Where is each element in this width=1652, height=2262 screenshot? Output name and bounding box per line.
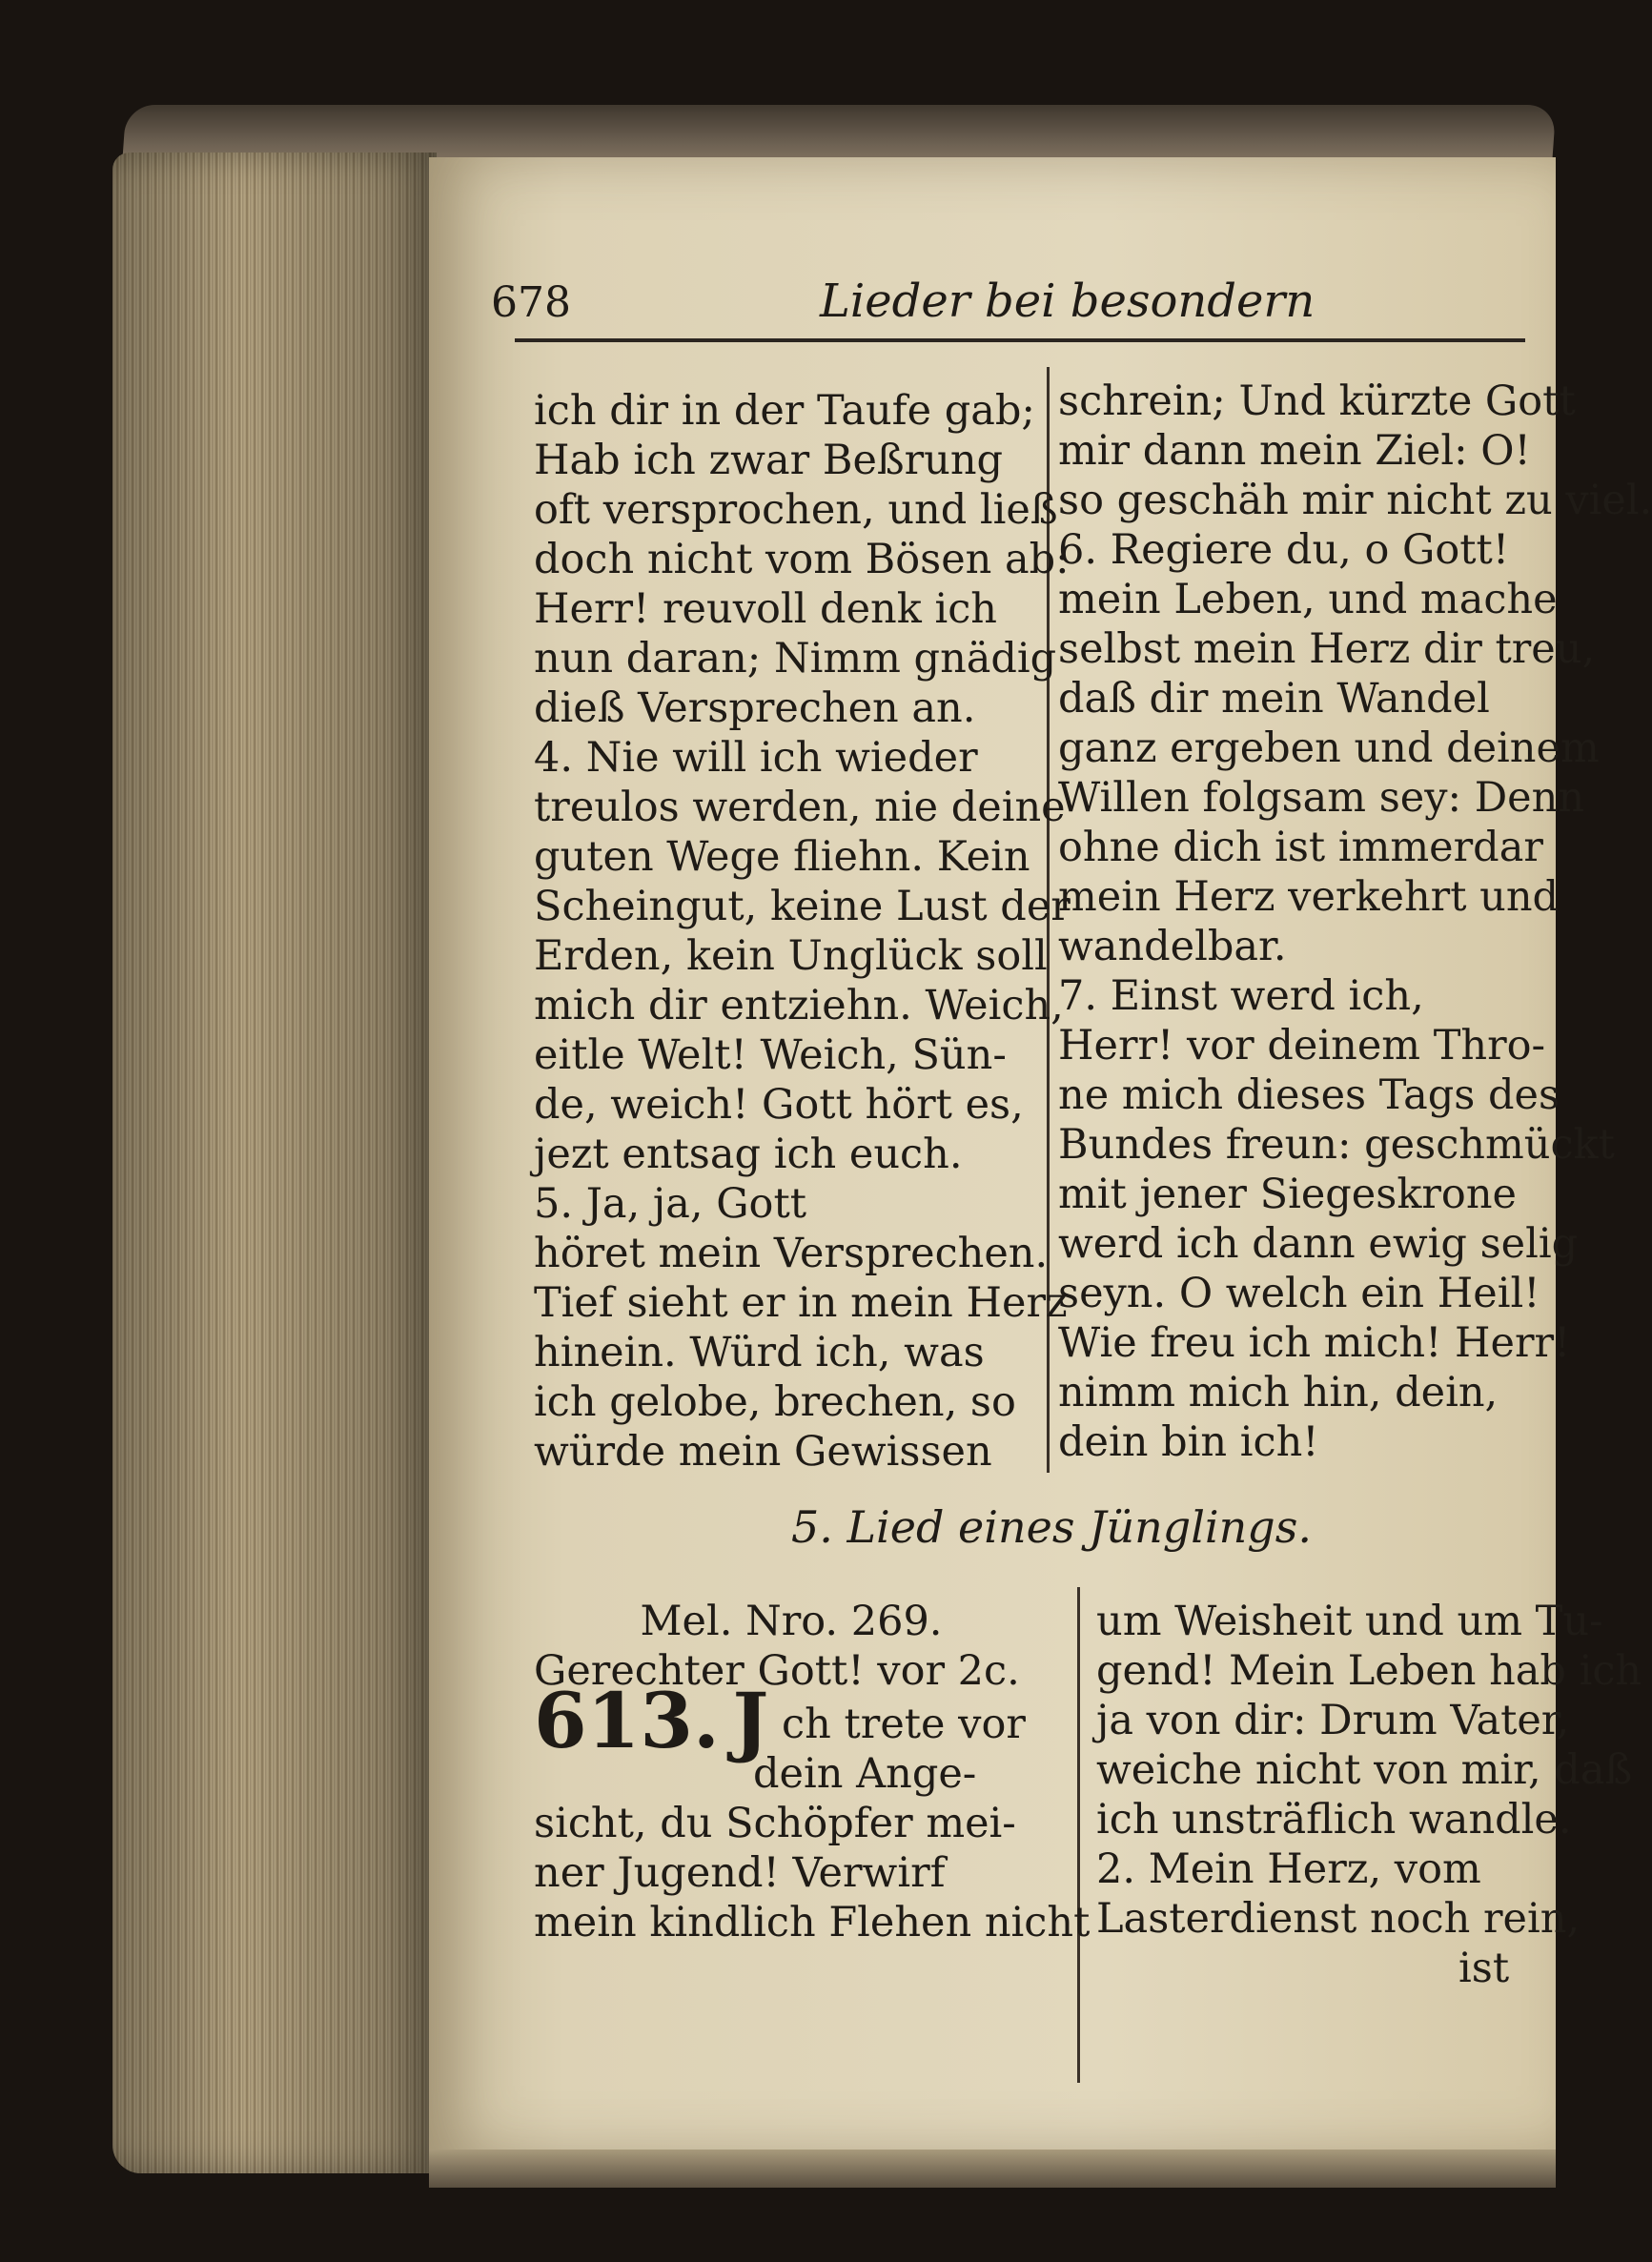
text-line: ja von dir: Drum Vater, <box>1096 1697 1570 1744</box>
page-bottom-edge <box>429 2150 1556 2188</box>
text-line: dein bin ich! <box>1058 1418 1319 1466</box>
text-line: Herr! vor deinem Thro- <box>1058 1022 1546 1070</box>
text-line: gend! Mein Leben hab ich <box>1096 1647 1642 1695</box>
text-line: weiche nicht von mir, daß <box>1096 1746 1633 1794</box>
text-line: schrein; Und kürzte Gott <box>1058 377 1576 425</box>
column-left-top <box>534 386 1071 1477</box>
text-line: mein Leben, und mache <box>1058 576 1558 623</box>
text-line: jezt entsag ich euch. <box>534 1131 963 1178</box>
section-title: 5. Lied eines Jünglings. <box>791 1501 1312 1553</box>
text-line: Erden, kein Unglück soll <box>534 932 1048 980</box>
text-line: 4. Nie will ich wieder <box>534 734 978 782</box>
text-line: 2. Mein Herz, vom <box>1096 1845 1481 1893</box>
text-line: guten Wege fliehn. Kein <box>534 833 1030 881</box>
column-right-bottom <box>1096 1597 1642 1993</box>
text-line: Hab ich zwar Beßrung <box>534 437 1004 484</box>
text-line: ich gelobe, brechen, so <box>534 1378 1016 1426</box>
text-line: ich dir in der Taufe gab; <box>534 387 1035 435</box>
text-line: dein Ange- <box>753 1750 977 1798</box>
running-title: Lieder bei besondern <box>820 275 1315 328</box>
text-line: daß dir mein Wandel <box>1058 675 1490 723</box>
text-line: würde mein Gewissen <box>534 1428 992 1476</box>
page-number: 678 <box>491 278 571 327</box>
text-line: selbst mein Herz dir treu, <box>1058 625 1596 673</box>
page-edges-shadow <box>112 153 437 2173</box>
text-line: Lasterdienst noch rein, <box>1096 1895 1581 1943</box>
text-line: so geschäh mir nicht zu viel. <box>1058 477 1652 524</box>
text-line: oft versprochen, und ließ <box>534 486 1058 534</box>
melody-line: Mel. Nro. 269. <box>640 1598 943 1645</box>
text-line: Tief sieht er in mein Herz <box>534 1279 1068 1327</box>
text-line: Bundes freun: geschmückt <box>1058 1121 1615 1169</box>
text-line: Wie freu ich mich! Herr! <box>1058 1319 1571 1367</box>
text-line: hinein. Würd ich, was <box>534 1329 985 1376</box>
text-line: sicht, du Schöpfer mei- <box>534 1800 1016 1847</box>
text-line: mein kindlich Flehen nicht <box>534 1899 1091 1946</box>
text-line: Willen folgsam sey: Denn <box>1058 774 1585 822</box>
text-line: Herr! reuvoll denk ich <box>534 585 997 633</box>
text-line: um Weisheit und um Tu- <box>1096 1598 1603 1645</box>
text-line: mich dir entziehn. Weich, <box>534 982 1064 1029</box>
text-line: eitle Welt! Weich, Sün- <box>534 1031 1007 1079</box>
text-line: mir dann mein Ziel: O! <box>1058 427 1531 475</box>
text-line: ohne dich ist immerdar <box>1058 824 1543 871</box>
text-line: nimm mich hin, dein, <box>1058 1369 1499 1416</box>
text-line: wandelbar. <box>1058 923 1287 970</box>
text-line: seyn. O welch ein Heil! <box>1058 1270 1540 1317</box>
text-line: 7. Einst werd ich, <box>1058 972 1424 1020</box>
text-line: doch nicht vom Bösen ab: <box>534 536 1070 583</box>
melody-name: Gerechter Gott! vor 2c. <box>534 1647 1020 1695</box>
first-line: ch trete vor <box>782 1701 1026 1748</box>
text-line: 5. Ja, ja, Gott <box>534 1180 807 1228</box>
drop-initial: J <box>732 1676 769 1765</box>
hymn-number: 613. <box>534 1676 720 1765</box>
text-line: höret mein Versprechen. <box>534 1230 1049 1277</box>
column-left-bottom <box>534 1597 1090 1947</box>
text-line: ganz ergeben und deinem <box>1058 724 1600 772</box>
text-line: ist <box>1458 1945 1510 1992</box>
text-line: treulos werden, nie deine <box>534 784 1066 831</box>
text-line: mein Herz verkehrt und <box>1058 873 1560 921</box>
column-right-top <box>1058 377 1652 1467</box>
text-line: ner Jugend! Verwirf <box>534 1849 946 1897</box>
text-line: mit jener Siegeskrone <box>1058 1171 1517 1218</box>
text-line: dieß Versprechen an. <box>534 684 976 732</box>
text-line: Scheingut, keine Lust der <box>534 883 1071 930</box>
text-line: ne mich dieses Tags des <box>1058 1071 1560 1119</box>
text-line: werd ich dann ewig selig <box>1058 1220 1579 1268</box>
header-rule <box>515 338 1525 342</box>
text-line: ich unsträflich wandle. <box>1096 1796 1572 1844</box>
text-line: nun daran; Nimm gnädig <box>534 635 1057 683</box>
text-line: de, weich! Gott hört es, <box>534 1081 1024 1129</box>
text-line: 6. Regiere du, o Gott! <box>1058 526 1510 574</box>
hymn-opening <box>534 1676 1090 1765</box>
